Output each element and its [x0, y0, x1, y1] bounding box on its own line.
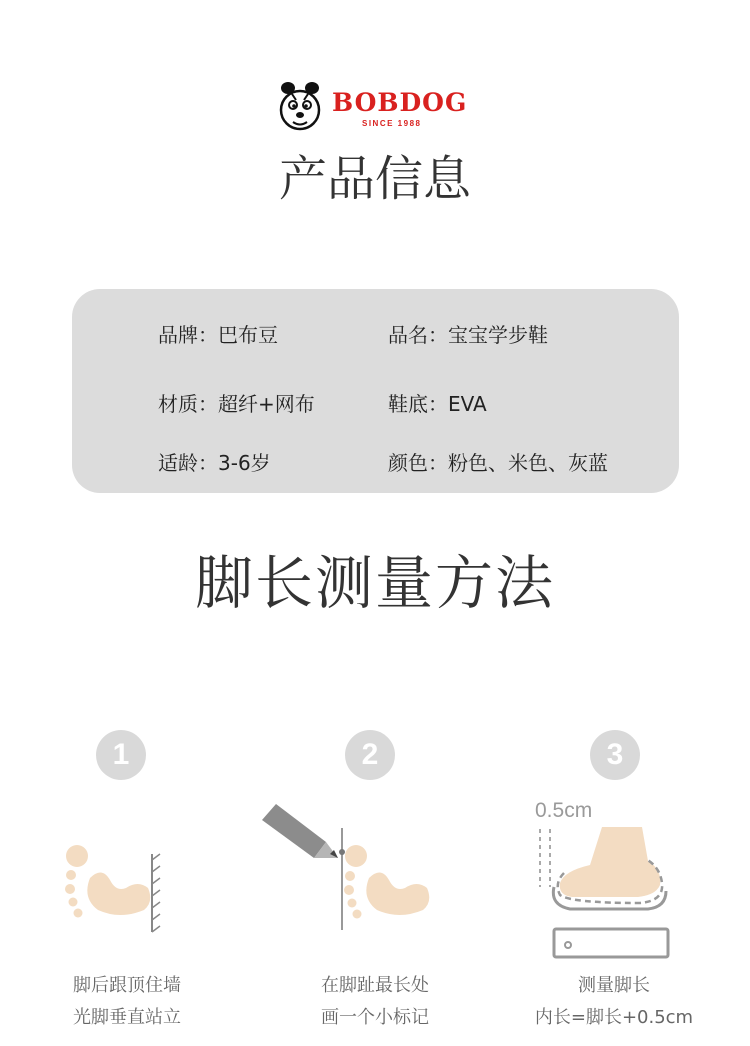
info-label: 适龄： — [158, 451, 218, 475]
info-value: 超纤+网布 — [218, 392, 315, 416]
info-value: EVA — [448, 392, 487, 416]
pencil-mark-icon — [258, 798, 448, 938]
step-2-line1: 在脚趾最长处 — [321, 975, 429, 996]
info-value: 3-6岁 — [218, 451, 271, 475]
step-2-caption — [250, 970, 500, 1034]
info-sole — [388, 388, 487, 417]
step-1-line1: 脚后跟顶住墙 — [73, 975, 181, 996]
step-1-line2: 光脚垂直站立 — [73, 1007, 181, 1028]
step-1-number: 1 — [96, 730, 146, 780]
info-brand — [158, 319, 278, 348]
brand-name: BOBDOG — [332, 88, 468, 117]
info-value: 宝宝学步鞋 — [448, 323, 548, 347]
step-2-number: 2 — [345, 730, 395, 780]
brand-since: SINCE 1988 — [362, 119, 422, 128]
info-color — [388, 447, 608, 476]
info-age — [158, 447, 271, 476]
step-1-caption — [2, 970, 252, 1034]
info-material — [158, 388, 315, 417]
brand-logo — [272, 78, 482, 134]
info-value: 巴布豆 — [218, 323, 278, 347]
info-label: 颜色： — [388, 451, 448, 475]
measure-method-title: 脚长测量方法 — [194, 549, 555, 617]
info-label: 材质： — [158, 392, 218, 416]
step-3-number: 3 — [590, 730, 640, 780]
info-label: 品名： — [388, 323, 448, 347]
step-3-caption — [489, 970, 739, 1034]
product-info-card — [72, 289, 679, 493]
measure-offset-label: 0.5cm — [535, 799, 593, 822]
info-label: 品牌： — [158, 323, 218, 347]
info-label: 鞋底： — [388, 392, 448, 416]
step-3-line1: 测量脚长 — [578, 975, 650, 996]
dog-mascot-icon — [272, 78, 328, 134]
foot-in-shoe-icon — [530, 825, 680, 965]
foot-against-wall-icon — [60, 840, 170, 940]
info-value: 粉色、米色、灰蓝 — [448, 451, 608, 475]
info-product-name — [388, 319, 548, 348]
step-2-line2: 画一个小标记 — [321, 1007, 429, 1028]
product-info-title: 产品信息 — [278, 151, 471, 207]
step-3-line2: 内长=脚长+0.5cm — [534, 1007, 694, 1028]
